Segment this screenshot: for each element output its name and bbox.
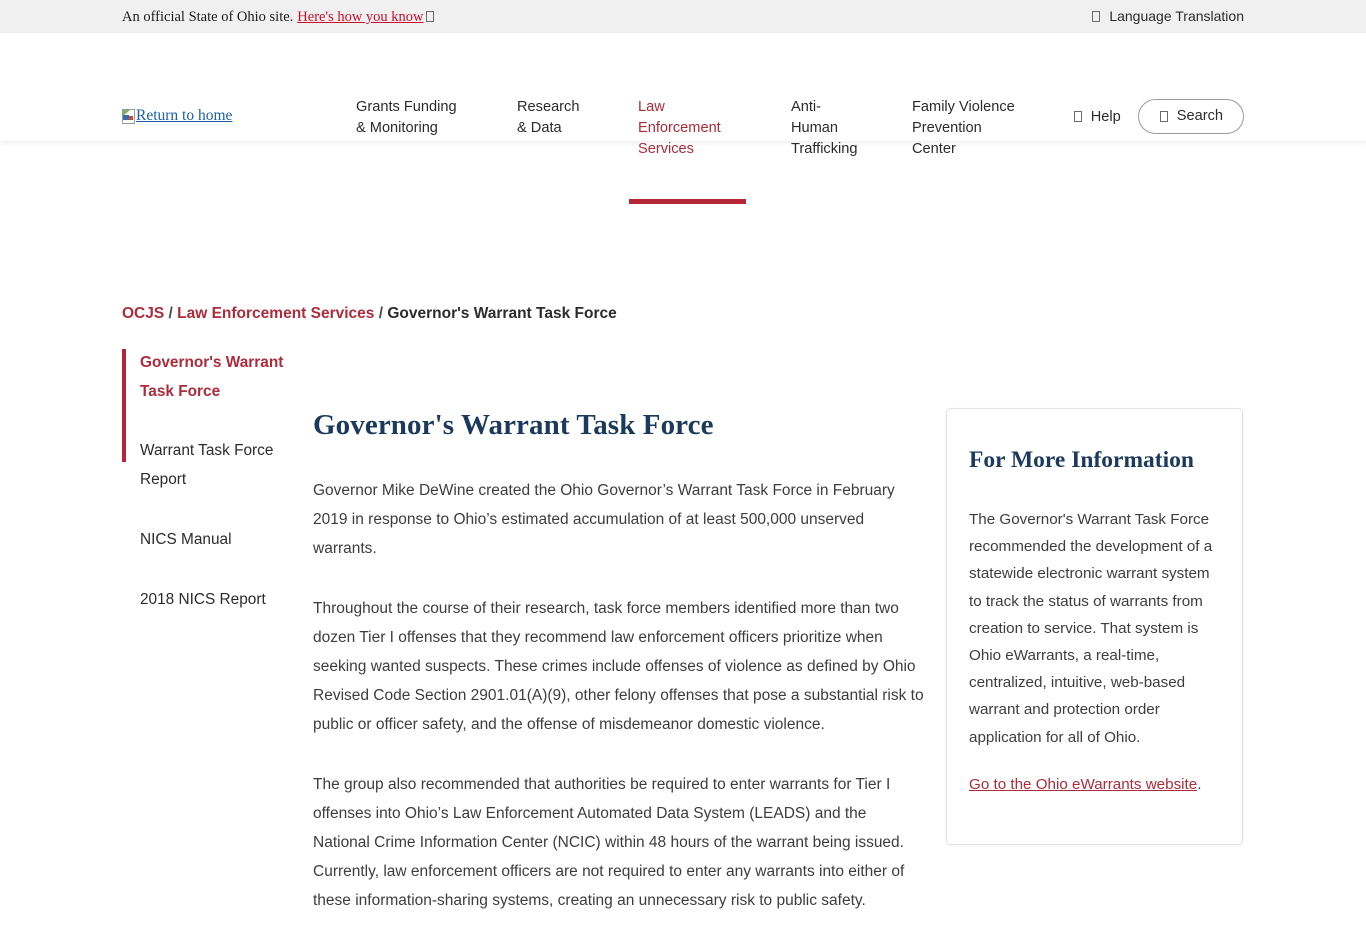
primary-navigation	[347, 97, 1033, 160]
breadcrumb-separator: /	[374, 305, 388, 322]
language-translation-label: Language Translation	[1109, 8, 1244, 24]
active-sidebar-indicator	[122, 349, 126, 462]
nav-label: Grants Funding & Monitoring	[356, 99, 457, 136]
globe-icon	[1092, 11, 1100, 22]
breadcrumb	[122, 305, 617, 323]
header-utilities	[1072, 99, 1244, 134]
nav-item-anti-human-trafficking[interactable]	[782, 97, 867, 160]
section-sidebar-nav	[122, 348, 297, 614]
for-more-information-card	[946, 408, 1243, 845]
nav-item-family-violence-prevention-center[interactable]	[903, 97, 1033, 160]
breadcrumb-separator: /	[164, 305, 178, 322]
info-card-link-paragraph	[969, 771, 1220, 798]
search-icon	[1160, 111, 1168, 122]
breadcrumb-item-current: Governor's Warrant Task Force	[387, 305, 617, 322]
breadcrumb-item-law-enforcement-services[interactable]: Law Enforcement Services	[177, 305, 375, 322]
page-body	[0, 141, 1366, 909]
official-site-notice	[122, 9, 436, 26]
help-label: Help	[1090, 108, 1121, 125]
broken-image-icon	[122, 109, 135, 124]
sidebar-item-label: Warrant Task Force Report	[140, 442, 274, 488]
nav-item-law-enforcement-services[interactable]	[629, 97, 746, 160]
sidebar-item-label: 2018 NICS Report	[140, 591, 266, 608]
breadcrumb-item-ocjs[interactable]: OCJS	[122, 305, 165, 322]
search-button[interactable]	[1138, 99, 1244, 134]
site-header	[0, 33, 1366, 157]
nav-label: Family Violence Prevention Center	[912, 99, 1015, 157]
page-title: Governor's Warrant Task Force	[313, 409, 714, 441]
how-you-know-link[interactable]: Here's how you know	[297, 9, 424, 25]
nav-label: Law Enforcement Services	[638, 99, 721, 157]
ohio-ewarrants-link[interactable]: Go to the Ohio eWarrants website	[969, 775, 1198, 793]
info-card-title: For More Information	[969, 447, 1194, 473]
question-icon	[1074, 111, 1082, 122]
body-paragraph-2: Throughout the course of their research, task force members identified more than two dozen Tier I offenses that they recommend law enforcement officers prioritize when seeking wanted suspects. These crimes include offenses of violence as defined by Ohio Revised Code Section 2901.01(A)(9), other felony offenses that pose a substantial risk to public or officer safety, and the offense of misdemeanor domestic violence.	[313, 600, 924, 733]
active-nav-underline	[629, 199, 746, 204]
official-site-banner	[0, 0, 1366, 33]
info-card-body: The Governor's Warrant Task Force recommended the development of a statewide electronic warrant system to track the status of warrants from creation to service. That system is Ohio eWarrants, a real-time, centralized, intuitive, web-based warrant and protection order application for all of Ohio.	[969, 511, 1213, 746]
sidebar-item-2018-nics-report[interactable]	[122, 585, 297, 614]
info-card-link-suffix: .	[1197, 775, 1202, 793]
home-logo-link[interactable]	[122, 107, 232, 125]
sidebar-item-nics-manual[interactable]	[122, 525, 297, 554]
nav-label: Anti-Human Trafficking	[791, 99, 858, 157]
help-button[interactable]	[1072, 109, 1121, 125]
body-paragraph-3: The group also recommended that authorities be required to enter warrants for Tier I offenses into Ohio’s Law Enforcement Automated Data System (LEADS) and the National Crime Information Center (NCIC) within 48 hours of the warrant being issued. Currently, law enforcement officers are not required to enter any warrants into either of these information-sharing systems, creating an unnecessary risk to public safety.	[313, 776, 905, 909]
language-translation-button[interactable]	[1090, 8, 1244, 24]
sidebar-item-warrant-task-force-report[interactable]	[122, 436, 297, 494]
nav-label: Research & Data	[517, 99, 580, 136]
search-label: Search	[1176, 108, 1223, 124]
how-you-know-glyph-icon	[426, 11, 434, 22]
official-site-text: An official State of Ohio site.	[122, 9, 294, 25]
main-content	[313, 409, 925, 946]
body-paragraph-1: Governor Mike DeWine created the Ohio Governor’s Warrant Task Force in February 2019 in response to Ohio’s estimated accumulation of at least 500,000 unserved warrants.	[313, 482, 895, 557]
sidebar-item-label: NICS Manual	[140, 531, 232, 548]
nav-item-research-data[interactable]	[508, 97, 593, 139]
home-logo-alt-text: Return to home	[136, 107, 233, 124]
sidebar-item-governors-warrant-task-force[interactable]	[122, 348, 297, 406]
sidebar-item-label: Governor's Warrant Task Force	[140, 354, 284, 400]
nav-item-grants-funding-monitoring[interactable]	[347, 97, 472, 139]
